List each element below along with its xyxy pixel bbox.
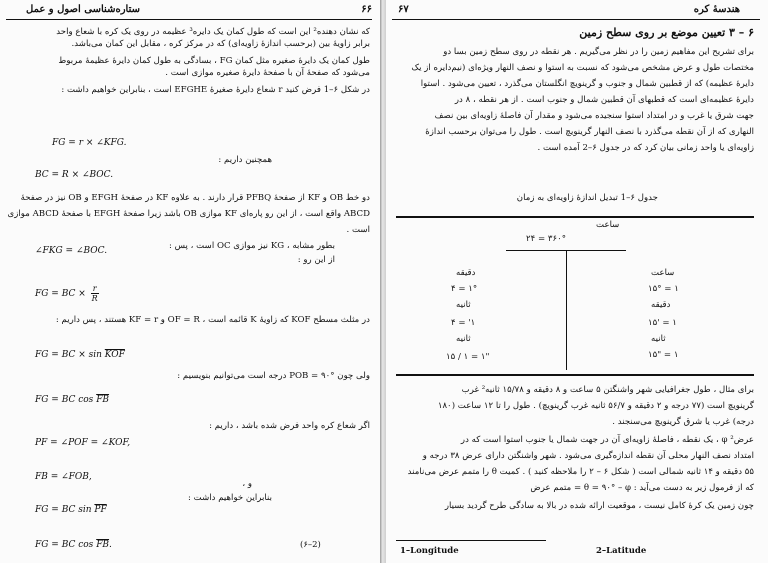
equation: FG = BC sin — [35, 505, 92, 515]
right-page-number: ۶۷ — [398, 4, 409, 15]
right-text-line: برای مثال ، طول جغرافیایی شهر واشنگتن ۵ ساعت و ۸ دقیقه و ۱۵/۷۸ ثانیه² غرب — [461, 385, 754, 395]
table-cell: ۱۵° = ۱ — [648, 284, 679, 294]
left-header-title: ستاره‌شناسی اصول و عمل — [26, 4, 140, 15]
table-top-label: ساعت — [596, 220, 620, 230]
table-cell: دقیقه — [651, 300, 671, 310]
left-text-line: و ، — [242, 479, 252, 489]
left-page — [0, 0, 380, 563]
right-text-line: ۵۵ دقیقه و ۱۴ ثانیه شمالی است ( شکل ۶ – ۲ را ملاحظه کنید ) . کمیت θ را متمم عرض می‌نامند — [407, 467, 754, 477]
right-text-line: دایرهٔ عظیمه‌ای است که قطبهای آن قطبین شمال و جنوب است . از هر نقطه ، ۸ در — [454, 95, 754, 105]
left-text-line: که نشان دهنده² این است که طول کمان یک دایره³ عظیمه در روی یک کره با شعاع واحد — [56, 27, 370, 37]
equation-with-fraction — [35, 284, 99, 303]
table-cell: ۴ = ۱° — [451, 284, 478, 294]
fraction-numerator: r — [91, 284, 99, 294]
arc-label: $\overline{PF}$ — [94, 505, 107, 515]
footnote: 2–Latitude — [596, 546, 647, 556]
left-text-line: ABCD واقع است ، از این رو پاره‌ای KF موازی OB باشد زیرا صفحهٔ EFGH با صفحهٔ ABCD موازی — [7, 209, 370, 219]
equation: FG = r × ∠KFG. — [52, 138, 127, 148]
table-vertical-rule — [566, 250, 567, 370]
right-text-line: زاویه‌ای یا واحد زمانی بیان کرد که در جدول ۶–2 آمده است . — [537, 143, 754, 153]
table-cell: ثانیه — [651, 334, 666, 344]
left-text-line: برابر زاویهٔ بین (برحسب اندازهٔ زاویه‌ای) که در مرکز کره ، مقابل این کمان می‌باشد. — [71, 39, 370, 49]
table-cell: ۴ = '۱ — [451, 318, 476, 328]
table-cell: ساعت — [651, 268, 675, 278]
left-text-line: در شکل ۶–1 فرض کنید r شعاع دایرهٔ صغیرهٔ EFGHE است ، بنابراین خواهیم داشت : — [61, 85, 370, 95]
section-title: ۶ – ۳ تعیین موضع بر روی سطح زمین — [579, 26, 754, 39]
equation: FG = BC cos — [35, 540, 94, 550]
right-text-line: گرینویچ است (۷۷ درجه و ۲ دقیقه و ۵۶/۷ ثانیه غرب گرینویچ) . طول را تا ۱۲ ساعت (۱۸۰ — [437, 401, 754, 411]
left-page-number: ۶۶ — [361, 4, 372, 15]
equation-with-arc — [35, 540, 112, 550]
left-text-line: طول کمان یک دایرهٔ صغیره مثل کمان FG ، بسادگی به طول کمان دایرهٔ عظیمهٔ مربوط — [58, 56, 370, 66]
table-cell: ثانیه — [456, 334, 471, 344]
right-header-rule — [392, 19, 760, 20]
equation: BC = R × ∠BOC. — [35, 170, 114, 180]
right-text-line: عرض² φ ، یک نقطه ، فاصلهٔ زاویه‌ای آن در جهت شمال یا جنوب استوا است که در — [460, 435, 754, 445]
equation: FG = BC cos — [35, 395, 94, 405]
table-cell: ۱۵ / ۱ = ۱" — [446, 352, 490, 362]
table-top-rule — [396, 216, 754, 218]
right-text-line: مختصات طول و عرض مشخص می‌شود که نسبت به استوا و نصف النهار ویژه‌ای (نیم‌دایره از یک — [411, 63, 754, 73]
right-text-line: دایرهٔ عظیمه) که از قطبین شمال و جنوب و گرینویچ انگلستان می‌گذرد ، تعیین می‌شود . استوا — [420, 79, 754, 89]
table-cell: ثانیه — [456, 300, 471, 310]
right-text-line: چون زمین یک کرهٔ کامل نیست ، موقعیت ارائه شده در بالا به سادگی طرح گردید بسیار — [444, 501, 754, 511]
table-cell: ۱۵" = ۱ — [648, 350, 679, 360]
table-top-equation: ۲۴ = ۳۶۰° — [526, 234, 567, 244]
left-text-line: می‌شود که صفحهٔ آن با صفحهٔ دایرهٔ صغیره موازی است . — [165, 68, 370, 78]
equation-with-arc — [35, 505, 107, 515]
right-page-header — [392, 4, 760, 17]
right-text-line: جهت شرق یا غرب و در امتداد استوا سنجیده می‌شود و مقدار آن فاصلهٔ زاویه‌ای بین نصف — [434, 111, 754, 121]
left-text-line: ولی چون POB = ۹۰° درجه است می‌توانیم بنویسیم : — [177, 371, 370, 381]
equation: ∠FKG = ∠BOC. — [35, 246, 108, 256]
equation: PF = ∠POF = ∠KOF, — [35, 438, 131, 448]
equation-number: (۶–2) — [300, 540, 321, 550]
equation-with-arc — [35, 350, 125, 360]
right-page — [386, 0, 768, 563]
left-text-line: بطور مشابه ، KG نیز موازی OC است ، پس : — [168, 241, 335, 251]
left-page-header — [6, 4, 372, 17]
fraction-denominator: R — [91, 294, 98, 303]
footnote-rule — [396, 540, 546, 541]
footnote: 1–Longitude — [400, 546, 459, 556]
left-header-rule — [6, 19, 372, 20]
right-text-line: که از فرمول زیر به دست می‌آید : θ = ۹۰° – φ = متمم عرض — [530, 483, 754, 493]
right-text-line: امتداد نصف النهار محلی آن نقطه اندازه‌گیری می‌شود . شهر واشنگتن دارای عرض ۳۸ درجه و — [422, 451, 754, 461]
arc-label: $\overline{KOF}$ — [104, 350, 125, 360]
equation-suffix: . — [109, 540, 112, 550]
left-text-line: همچنین داریم : — [218, 155, 272, 165]
left-text-line: در مثلث مسطح KOF که زاویهٔ K قائمه است ، OF = R و KF = r هستند ، پس داریم : — [55, 315, 370, 325]
right-text-line: برای تشریح این مفاهیم زمین را در نظر می‌گیریم . هر نقطه در روی سطح زمین بسا دو — [443, 47, 754, 57]
left-text-line: بنابراین خواهیم داشت : — [188, 493, 272, 503]
fraction — [91, 284, 99, 303]
right-text-line: درجه) غرب یا شرق گرینویچ می‌سنجند . — [612, 417, 754, 427]
left-text-line: اگر شعاع کره واحد فرض شده باشد ، داریم : — [209, 421, 370, 431]
left-text-line: است . — [346, 225, 370, 235]
arc-label: $\overline{FB}$ — [96, 540, 110, 550]
right-text-line: النهاری که از آن نقطه می‌گذرد با نصف النهار گرینویچ است . طول را می‌توان برحسب اندازهٔ — [425, 127, 754, 137]
left-text-line: از این رو : — [297, 255, 335, 265]
equation: FG = BC × — [35, 289, 86, 299]
table-cell: دقیقه — [456, 268, 476, 278]
arc-label: $\overline{FB}$ — [96, 395, 110, 405]
equation: FG = BC × sin — [35, 350, 102, 360]
table-caption: جدول ۶–1 تبدیل اندازهٔ زاویه‌ای به زمان — [516, 193, 658, 203]
table-cell: ۱۵' = ۱ — [648, 318, 677, 328]
table-bottom-rule — [396, 374, 754, 376]
right-header-title: هندسهٔ کره — [693, 4, 740, 15]
equation-with-arc — [35, 395, 109, 405]
equation: FB = ∠FOB, — [35, 472, 92, 482]
left-text-line: دو خط OB و KF از صفحهٔ PFBQ قرار دارند . به علاوه KF در صفحهٔ EFGH و OB نیز در صفحهٔ — [20, 193, 370, 203]
